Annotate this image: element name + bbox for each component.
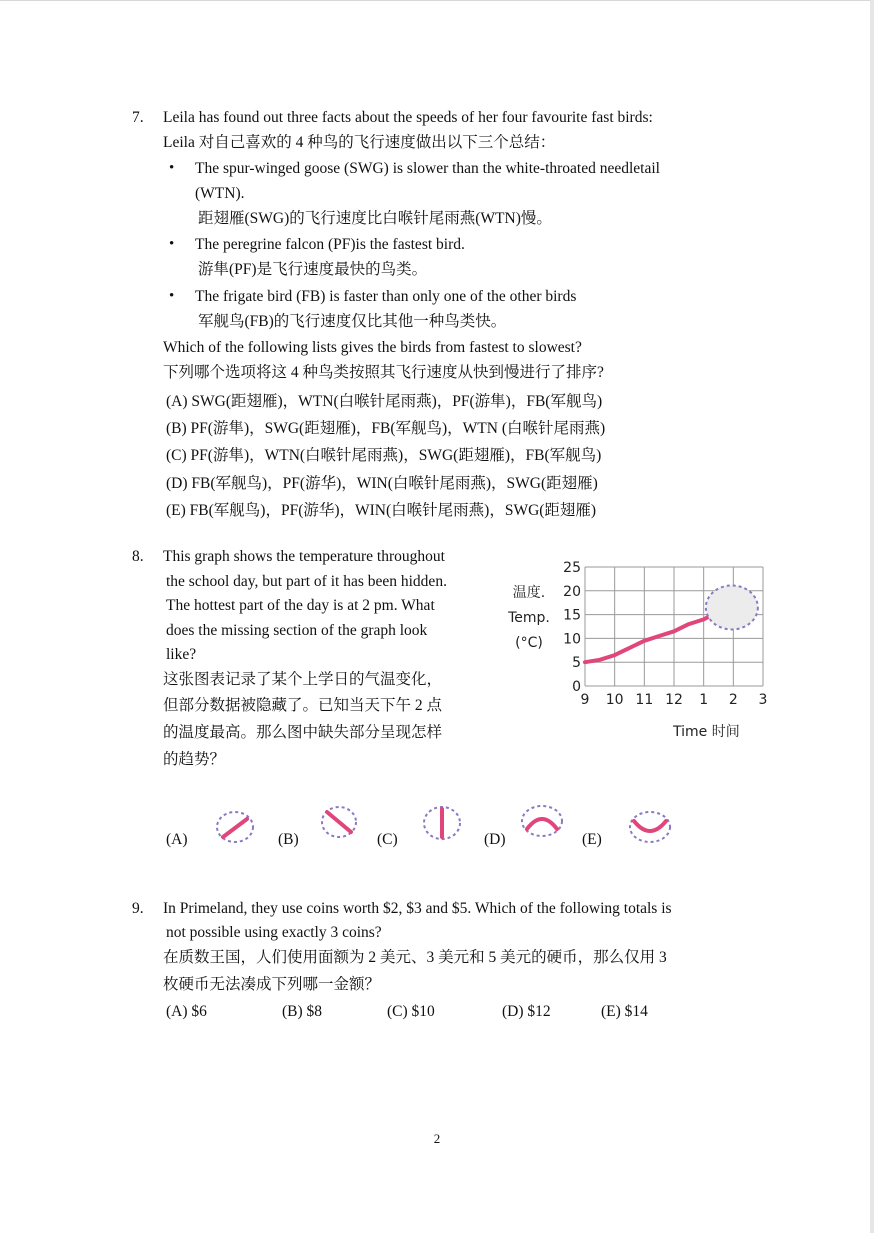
x-tick-label: 9 (580, 692, 590, 708)
question-line: Leila 对自己喜欢的 4 种鸟的飞行速度做出以下三个总结： (163, 134, 556, 151)
option-a-icon (214, 807, 258, 847)
option-e: (E) FB(军舰鸟)，PF(游华)，WIN(白喉针尾雨燕)，SWG(距翅雁) (166, 502, 597, 519)
page-number: 2 (433, 1131, 441, 1146)
option-e-label: (E) (582, 831, 602, 848)
bullet-line: 军舰鸟(FB)的飞行速度仅比其他一种鸟类快。 (198, 313, 507, 330)
option-c: (C) PF(游隼)，WTN(白喉针尾雨燕)，SWG(距翅雁)，FB(军舰鸟) (166, 447, 602, 464)
x-tick-label: 1 (699, 692, 709, 708)
bullet-line: The peregrine falcon (PF)is the fastest bird. (195, 236, 465, 253)
y-tick-labels (563, 560, 581, 695)
option-a: (A) $6 (166, 1003, 207, 1020)
bullet-line: The spur-winged goose (SWG) is slower than the white-throated needletail (195, 160, 660, 177)
bullet-line: 距翅雁(SWG)的飞行速度比白喉针尾雨燕(WTN)慢。 (198, 210, 552, 227)
option-d: (D) FB(军舰鸟)，PF(游华)，WIN(白喉针尾雨燕)，SWG(距翅雁) (166, 475, 598, 492)
option-a: (A) SWG(距翅雁)，WTN(白喉针尾雨燕)，PF(游隼)，FB(军舰鸟) (166, 393, 603, 410)
option-b: (B) PF(游隼)，SWG(距翅雁)，FB(军舰鸟)，WTN (白喉针尾雨燕) (166, 420, 606, 437)
x-tick-label: 10 (605, 692, 624, 708)
bullet-dot: • (169, 288, 175, 304)
question-line: Which of the following lists gives the birds from fastest to slowest? (163, 339, 582, 356)
temperature-chart (503, 552, 773, 752)
question-line: not possible using exactly 3 coins? (166, 924, 382, 941)
question-line: This graph shows the temperature throughout (163, 548, 445, 565)
bullet-dot: • (169, 236, 175, 252)
option-e-icon (626, 807, 674, 847)
y-tick-label: 25 (563, 560, 581, 576)
bullet-line: The frigate bird (FB) is faster than only one of the other birds (195, 288, 577, 305)
x-tick-label: 2 (728, 692, 738, 708)
question-line: 的趋势？ (163, 751, 226, 768)
question-line: the school day, but part of it has been hidden. (166, 573, 447, 590)
hidden-region-ellipse (706, 585, 758, 629)
x-tick-label: 11 (635, 692, 654, 708)
bullet-dot: • (169, 160, 175, 176)
y-tick-label: 15 (563, 607, 581, 624)
question-number: 7. (132, 109, 144, 126)
option-c-icon (420, 803, 464, 843)
x-axis-label: Time 时间 (673, 724, 740, 740)
bullet-line: 游隼(PF)是飞行速度最快的鸟类。 (198, 261, 428, 278)
page-right-edge (870, 0, 874, 1233)
x-tick-label: 3 (758, 692, 768, 708)
question-line: 枚硬币无法凑成下列哪一金额？ (163, 976, 381, 993)
question-line: Leila has found out three facts about the speeds of her four favourite fast birds: (163, 109, 653, 126)
option-c-label: (C) (377, 831, 398, 848)
question-line: 但部分数据被隐藏了。已知当天下午 2 点 (163, 697, 443, 714)
option-d: (D) $12 (502, 1003, 551, 1020)
hidden-region (706, 585, 758, 629)
option-d-icon (518, 801, 566, 841)
question-line: The hottest part of the day is at 2 pm. What (166, 597, 435, 614)
question-line: In Primeland, they use coins worth $2, $3 and $5. Which of the following totals is (163, 900, 672, 917)
option-b-icon (318, 803, 360, 841)
question-line: 的温度最高。那么图中缺失部分呈现怎样 (163, 724, 443, 741)
y-tick-label: 5 (572, 655, 581, 672)
option-c: (C) $10 (387, 1003, 435, 1020)
option-a-label: (A) (166, 831, 188, 848)
y-tick-label: 10 (563, 631, 581, 648)
question-number: 8. (132, 548, 144, 565)
question-number: 9. (132, 900, 144, 917)
page-top-edge (0, 0, 874, 1)
option-d-label: (D) (484, 831, 506, 848)
y-axis-label-line: 温度. (512, 585, 546, 601)
option-b-label: (B) (278, 831, 299, 848)
x-tick-labels (581, 692, 768, 708)
question-line: like? (166, 646, 197, 663)
y-axis-label (507, 584, 550, 651)
question-line: 在质数王国，人们使用面额为 2 美元、3 美元和 5 美元的硬币，那么仅用 3 (163, 949, 667, 966)
option-b: (B) $8 (282, 1003, 323, 1020)
y-tick-label: 0 (572, 679, 581, 695)
option-e: (E) $14 (601, 1003, 648, 1020)
x-tick-label: 12 (665, 692, 683, 708)
y-axis-label-line: Temp. (508, 610, 550, 626)
question-line: 这张图表记录了某个上学日的气温变化， (163, 671, 443, 688)
question-line: 下列哪个选项将这 4 种鸟类按照其飞行速度从快到慢进行了排序? (163, 364, 604, 381)
bullet-line: (WTN). (195, 185, 245, 202)
question-line: does the missing section of the graph look (166, 622, 428, 639)
y-tick-label: 20 (563, 583, 581, 600)
y-axis-label-line: (°C) (515, 635, 543, 651)
